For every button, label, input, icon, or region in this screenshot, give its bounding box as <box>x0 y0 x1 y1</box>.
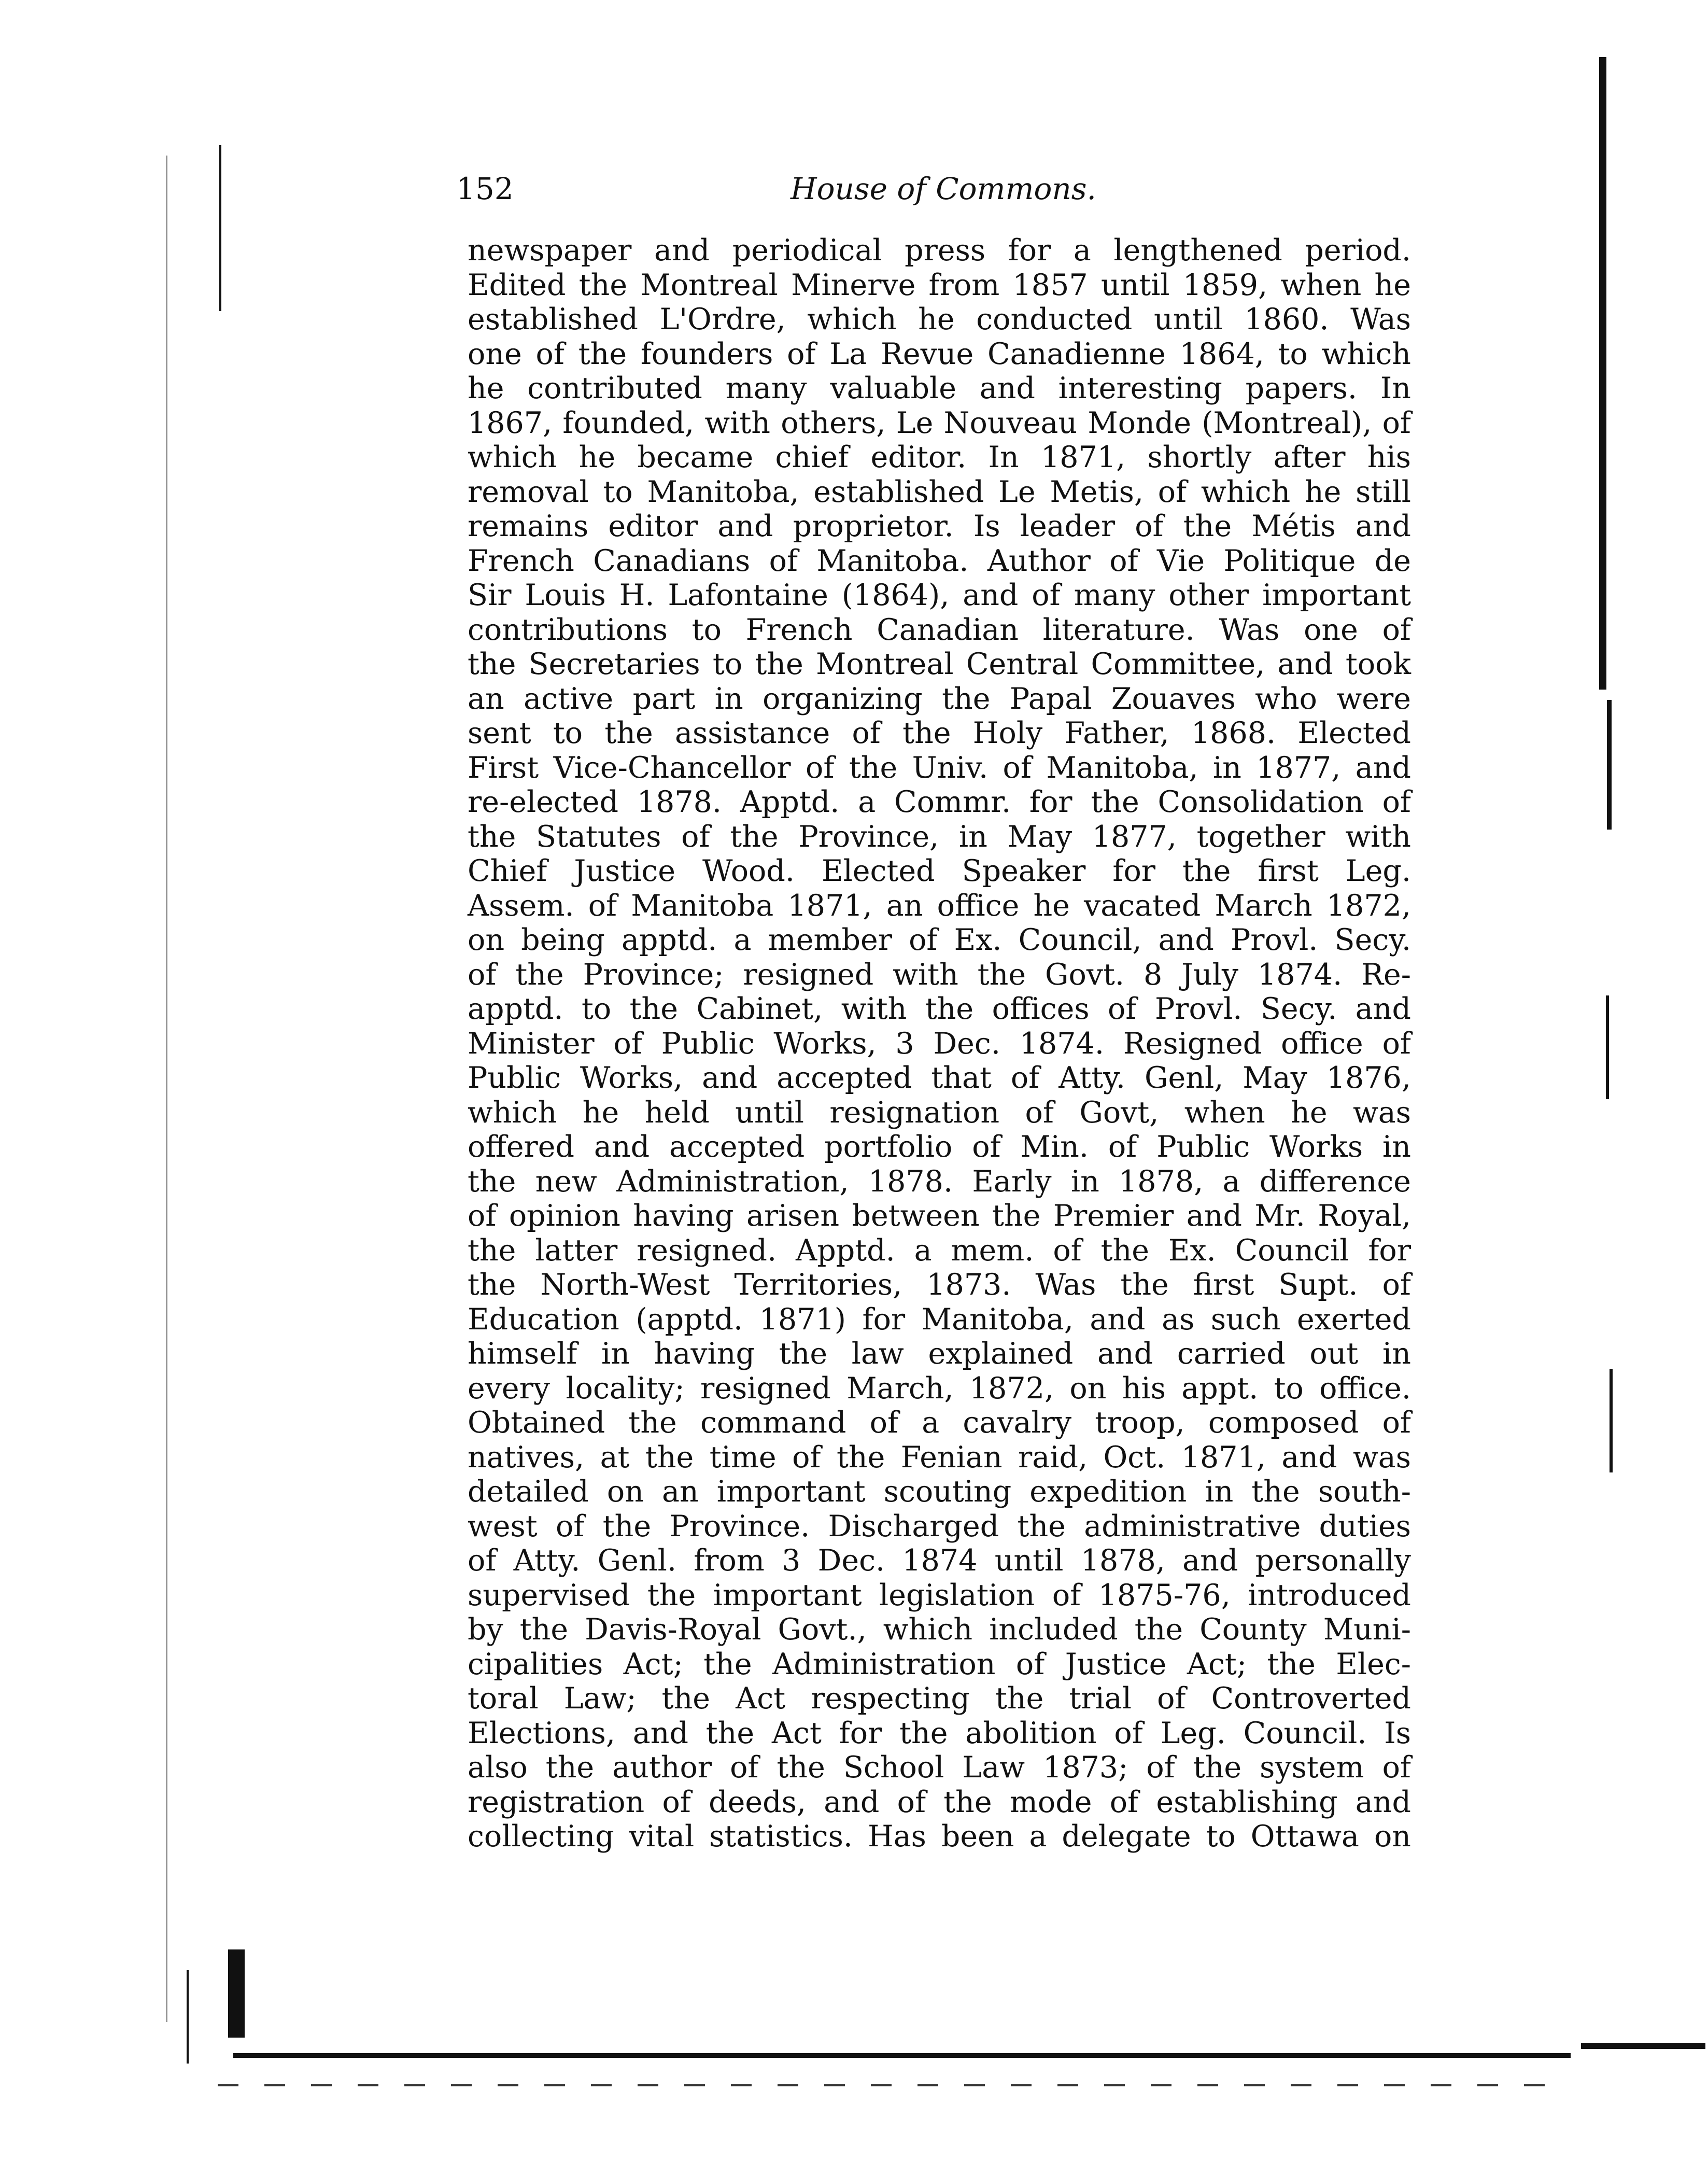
text-line: sent to the assistance of the Holy Father, 1868. Elected <box>468 716 1411 750</box>
scan-edge-mark <box>1599 57 1606 690</box>
text-line: apptd. to the Cabinet, with the offices of Provl. Secy. and <box>468 992 1411 1026</box>
text-line: 1867, founded, with others, Le Nouveau Monde (Montreal), of <box>468 405 1411 440</box>
text-line: Chief Justice Wood. Elected Speaker for the first Leg. <box>468 854 1411 888</box>
text-line: an active part in organizing the Papal Zouaves who were <box>468 681 1411 716</box>
text-line: every locality; resigned March, 1872, on his appt. to office. <box>468 1371 1411 1406</box>
running-head: House of Commons. <box>791 171 1096 206</box>
text-line: on being apptd. a member of Ex. Council, and Provl. Secy. <box>468 923 1411 957</box>
text-line: of opinion having arisen between the Premier and Mr. Royal, <box>468 1199 1411 1233</box>
scan-edge-mark <box>187 1970 189 2064</box>
page-number: 152 <box>456 171 514 206</box>
bottom-dash-artifact <box>218 2084 1565 2086</box>
body-text <box>468 233 1411 1854</box>
text-line: toral Law; the Act respecting the trial of Controverted <box>468 1681 1411 1716</box>
text-line: remains editor and proprietor. Is leader of the Métis and <box>468 509 1411 543</box>
text-line: he contributed many valuable and interesting papers. In <box>468 371 1411 405</box>
text-line: west of the Province. Discharged the administrative duties <box>468 1509 1411 1543</box>
text-line: Edited the Montreal Minerve from 1857 until 1859, when he <box>468 268 1411 302</box>
text-line: registration of deeds, and of the mode of establishing and <box>468 1785 1411 1819</box>
text-line: the new Administration, 1878. Early in 1878, a difference <box>468 1164 1411 1199</box>
text-line: supervised the important legislation of 1875-76, introduced <box>468 1578 1411 1612</box>
scan-edge-mark <box>1606 995 1609 1099</box>
text-line: French Canadians of Manitoba. Author of Vie Politique de <box>468 543 1411 578</box>
text-line: collecting vital statistics. Has been a delegate to Ottawa on <box>468 1819 1411 1854</box>
text-line: also the author of the School Law 1873; of the system of <box>468 1750 1411 1785</box>
text-line: newspaper and periodical press for a lengthened period. <box>468 233 1411 268</box>
scan-edge-mark <box>219 145 221 311</box>
text-line: Obtained the command of a cavalry troop, composed of <box>468 1406 1411 1440</box>
text-line: Education (apptd. 1871) for Manitoba, and as such exerted <box>468 1302 1411 1337</box>
text-line: Sir Louis H. Lafontaine (1864), and of many other important <box>468 578 1411 612</box>
text-line: established L'Ordre, which he conducted until 1860. Was <box>468 302 1411 336</box>
scan-edge-mark <box>1610 1369 1613 1472</box>
scan-edge-mark <box>1607 700 1612 830</box>
text-line: detailed on an important scouting expedition in the south- <box>468 1475 1411 1509</box>
text-line: the Statutes of the Province, in May 1877, together with <box>468 819 1411 854</box>
text-line: removal to Manitoba, established Le Metis, of which he still <box>468 474 1411 509</box>
text-line: natives, at the time of the Fenian raid, Oct. 1871, and was <box>468 1440 1411 1475</box>
text-line: contributions to French Canadian literature. Was one of <box>468 612 1411 647</box>
bottom-rule <box>233 2053 1571 2058</box>
scan-edge-mark <box>166 156 167 2022</box>
bottom-rule-right <box>1581 2043 1705 2049</box>
text-line: one of the founders of La Revue Canadienne 1864, to which <box>468 336 1411 371</box>
text-line: First Vice-Chancellor of the Univ. of Manitoba, in 1877, and <box>468 750 1411 785</box>
text-line: by the Davis-Royal Govt., which included the County Muni- <box>468 1612 1411 1647</box>
text-line: himself in having the law explained and carried out in <box>468 1337 1411 1371</box>
text-line: the North-West Territories, 1873. Was the first Supt. of <box>468 1268 1411 1302</box>
text-line: cipalities Act; the Administration of Justice Act; the Elec- <box>468 1647 1411 1681</box>
text-line: Minister of Public Works, 3 Dec. 1874. Resigned office of <box>468 1026 1411 1061</box>
text-line: which he became chief editor. In 1871, shortly after his <box>468 440 1411 474</box>
text-line: Public Works, and accepted that of Atty. Genl, May 1876, <box>468 1061 1411 1095</box>
text-line: Assem. of Manitoba 1871, an office he vacated March 1872, <box>468 888 1411 923</box>
text-line: re-elected 1878. Apptd. a Commr. for the Consolidation of <box>468 785 1411 819</box>
text-line: of the Province; resigned with the Govt. 8 July 1874. Re- <box>468 957 1411 992</box>
page-header <box>456 171 1441 213</box>
text-line: the latter resigned. Apptd. a mem. of the Ex. Council for <box>468 1233 1411 1268</box>
text-line: offered and accepted portfolio of Min. of Public Works in <box>468 1130 1411 1164</box>
scan-edge-mark <box>228 1949 245 2038</box>
text-line: which he held until resignation of Govt, when he was <box>468 1095 1411 1130</box>
text-line: Elections, and the Act for the abolition of Leg. Council. Is <box>468 1716 1411 1750</box>
text-line: of Atty. Genl. from 3 Dec. 1874 until 1878, and personally <box>468 1543 1411 1578</box>
text-line: the Secretaries to the Montreal Central Committee, and took <box>468 647 1411 681</box>
